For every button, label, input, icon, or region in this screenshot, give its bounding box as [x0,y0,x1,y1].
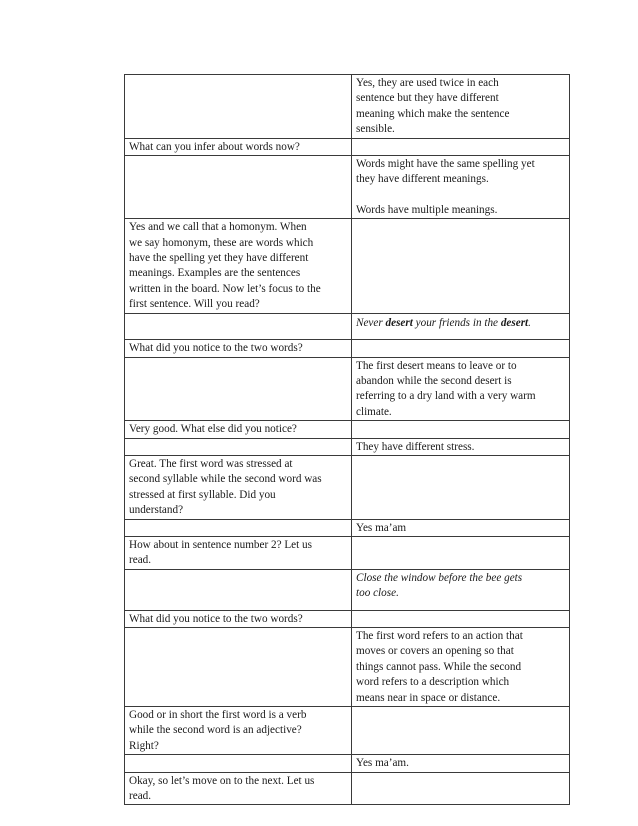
teacher-line: read. [129,554,152,567]
table-row [125,610,570,627]
teacher-line: understand? [129,504,184,517]
student-cell [352,519,570,536]
teacher-cell [125,569,352,610]
student-line: word refers to a description which [356,676,510,689]
table-row [125,519,570,536]
student-cell [352,569,570,610]
teacher-line: we say homonym, these are words which [129,236,314,249]
student-line: they have different meanings. [356,173,489,186]
student-cell [352,313,570,339]
teacher-line: Okay, so let’s move on to the next. Let us [129,774,315,787]
teacher-cell [125,313,352,339]
student-cell [352,219,570,313]
teacher-line: Good or in short the first word is a verb [129,709,307,722]
sentence-part: Never [356,316,386,329]
sentence-part: your friends in the [412,316,501,329]
student-cell [352,707,570,755]
homonym-word: desert [500,316,529,329]
table-row [125,772,570,805]
teacher-cell [125,628,352,707]
table-row [125,75,570,139]
dialogue-table-body [125,75,570,805]
student-line: abandon while the second desert is [356,374,512,387]
table-row [125,455,570,519]
example-sentence-line: too close. [356,587,399,600]
student-cell [352,628,570,707]
teacher-cell [125,519,352,536]
student-cell [352,75,570,139]
table-row [125,219,570,313]
teacher-line: read. [129,790,152,803]
table-row [125,536,570,569]
example-sentence-line: Close the window before the bee gets [356,571,523,584]
student-line: The first word refers to an action that [356,630,523,642]
student-line: moves or covers an opening so that [356,645,514,658]
teacher-cell [125,707,352,755]
table-row [125,755,570,772]
teacher-cell [125,156,352,219]
table-row [125,628,570,707]
teacher-line: first sentence. Will you read? [129,298,260,311]
example-sentence [356,316,565,331]
table-row [125,138,570,155]
teacher-line: written in the board. Now let’s focus to the [129,282,321,295]
student-cell [352,156,570,219]
table-row [125,438,570,455]
student-line: Yes ma’am. [356,757,409,770]
teacher-cell [125,421,352,438]
teacher-cell [125,340,352,357]
student-cell [352,455,570,519]
student-cell [352,772,570,805]
teacher-line: meanings. Examples are the sentences [129,267,301,280]
student-cell [352,438,570,455]
teacher-line: Great. The first word was stressed at [129,457,293,470]
student-line: means near in space or distance. [356,691,501,704]
table-row [125,313,570,339]
table-row [125,156,570,219]
teacher-cell [125,438,352,455]
student-cell [352,536,570,569]
student-cell [352,357,570,421]
teacher-line: second syllable while the second word was [129,473,322,486]
student-line: Yes, they are used twice in each [356,77,499,89]
student-line: They have different stress. [356,440,475,453]
student-line: climate. [356,405,392,418]
student-cell [352,421,570,438]
teacher-line: What can you infer about words now? [129,140,300,153]
homonym-word: desert [385,316,413,329]
teacher-cell [125,772,352,805]
student-cell [352,340,570,357]
student-line: meaning which make the sentence [356,107,510,120]
teacher-cell [125,219,352,313]
blank-line [356,188,565,203]
student-cell [352,755,570,772]
table-row [125,340,570,357]
teacher-line: How about in sentence number 2? Let us [129,538,312,551]
teacher-cell [125,138,352,155]
student-line: things cannot pass. While the second [356,660,522,673]
teacher-line: What did you notice to the two words? [129,342,303,355]
table-row [125,421,570,438]
student-line: sensible. [356,123,395,136]
student-line: referring to a dry land with a very warm [356,390,536,403]
table-row [125,569,570,610]
teacher-line: have the spelling yet they have different [129,252,309,265]
table-row [125,707,570,755]
teacher-cell [125,610,352,627]
teacher-line: What did you notice to the two words? [129,612,303,625]
teacher-line: Yes and we call that a homonym. When [129,221,307,234]
teacher-cell [125,357,352,421]
teacher-cell [125,536,352,569]
teacher-line: stressed at first syllable. Did you [129,488,276,501]
teacher-cell [125,755,352,772]
student-line: Yes ma’am [356,521,407,534]
student-line: sentence but they have different [356,92,499,105]
student-cell [352,138,570,155]
dialogue-table [124,74,570,805]
student-line: The first desert means to leave or to [356,359,517,372]
sentence-part: . [528,316,531,329]
teacher-line: Very good. What else did you notice? [129,423,297,436]
student-line: Words might have the same spelling yet [356,158,535,171]
student-line: Words have multiple meanings. [356,203,498,216]
table-row [125,357,570,421]
teacher-line: while the second word is an adjective? [129,724,302,737]
student-cell [352,610,570,627]
teacher-cell [125,455,352,519]
teacher-cell [125,75,352,139]
teacher-line: Right? [129,739,159,752]
